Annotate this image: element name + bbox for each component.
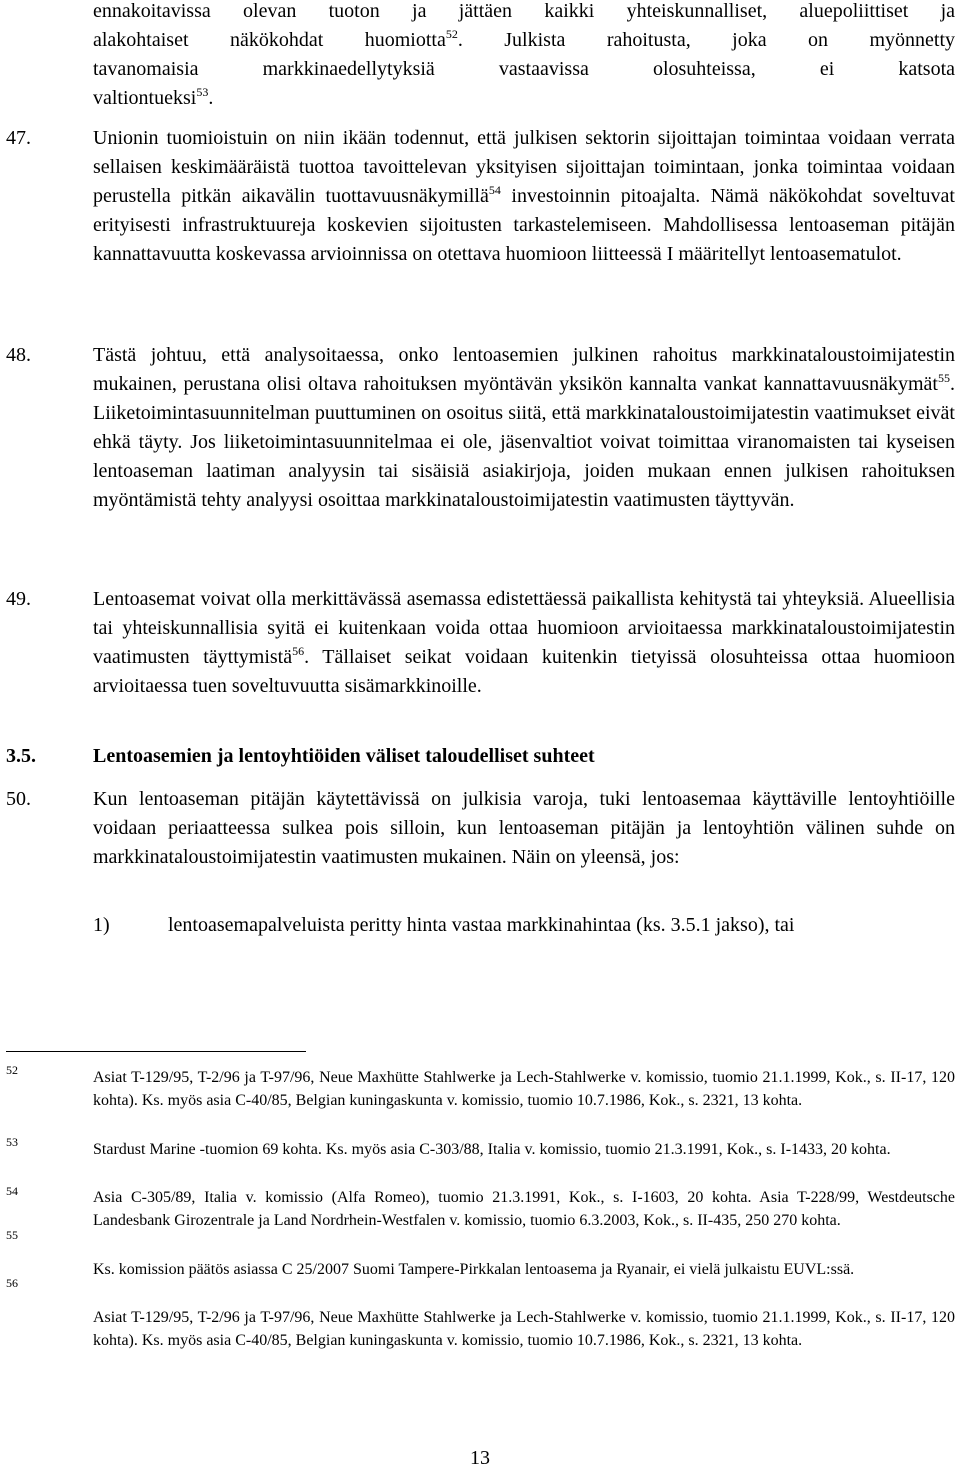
footnote-ref-56[interactable]: 56 — [292, 644, 305, 658]
intro-line-2: alakohtaiset näkökohdat huomiotta$^{52}$. Julkista rahoitusta, joka on myönnetty — [93, 27, 955, 51]
page-number: 13 — [470, 1447, 490, 1469]
footnote-55: Ks. komission päätös asiassa C 25/2007 Suomi Tampere-Pirkkalan lentoasema ja Ryanair, ei vielä julkaistu EUVL:ssä. — [93, 1261, 855, 1278]
paragraph-47: Unionin tuomioistuin on niin ikään todennut, että julkisen sektorin sijoittajan toimintaa voidaan verrata sellaisen keskimääräistä tuottoa tavoittelevan yksityisen sijoittajan toimintaan, jonka toimintaa voidaan perustella pitkän aikavälin tuottavuusnäkymillä$^{54}$ investoinnin pitoajalta. Nämä näkökohdat soveltuvat erityisesti infrastruktuureja koskevien sijoitusten tarkastelemiseen. Mahdollisessa lentoaseman pitäjän kannattavuutta koskevassa arvioinnissa on otettava huomioon liitteessä I määritellyt lentoasematulot. — [93, 127, 955, 265]
footnote-number: 52 — [6, 1063, 18, 1077]
footnote-number: 56 — [6, 1276, 18, 1290]
intro-line-1: ennakoitavissa olevan tuoton ja jättäen kaikki yhteiskunnalliset, aluepoliittiset ja — [93, 0, 955, 22]
list-item-text: lentoasemapalveluista peritty hinta vastaa markkinahintaa (ks. 3.5.1 jakso), tai — [168, 914, 795, 936]
footnote-54: Asia C-305/89, Italia v. komissio (Alfa Romeo), tuomio 21.3.1991, Kok., s. I-1603, 20 kohta. Asia T-228/99, Westdeutsche Landesbank Girozentrale ja Land Nordrhein-Westfalen v. komissio, tuomio 6.3.2003, Kok., s. II-435, 250 270 kohta. — [93, 1189, 955, 1229]
intro-line-4: valtiontueksi$^{53}$. — [93, 85, 214, 109]
paragraph-number-50: 50. — [6, 788, 31, 810]
footnote-separator — [6, 1051, 306, 1052]
footnote-53: Stardust Marine -tuomion 69 kohta. Ks. myös asia C-303/88, Italia v. komissio, tuomio 21.3.1991, Kok., s. I-1433, 20 kohta. — [93, 1141, 891, 1158]
intro-line-3: tavanomaisia markkinaedellytyksiä vastaavissa olosuhteissa, ei katsota — [93, 58, 955, 80]
footnote-number: 54 — [6, 1184, 18, 1198]
paragraph-number-49: 49. — [6, 588, 31, 610]
footnote-number: 55 — [6, 1228, 18, 1242]
section-heading: Lentoasemien ja lentoyhtiöiden väliset taloudelliset suhteet — [93, 745, 595, 767]
section-number: 3.5. — [6, 745, 36, 767]
footnote-56: Asiat T-129/95, T-2/96 ja T-97/96, Neue Maxhütte Stahlwerke ja Lech-Stahlwerke v. komissio, tuomio 21.1.1999, Kok., s. II-17, 120 kohta). Ks. myös asia C-40/85, Belgian kuningaskunta v. komissio, tuomio 10.7.1986, Kok., s. 2321, 13 kohta. — [93, 1309, 955, 1349]
list-item-marker: 1) — [93, 914, 110, 936]
paragraph-number-48: 48. — [6, 344, 31, 366]
footnote-ref-55[interactable]: 55 — [938, 371, 950, 385]
paragraph-48: Tästä johtuu, että analysoitaessa, onko lentoasemien julkinen rahoitus markkinataloustoimijatestin mukainen, perustana olisi oltava rahoituksen myöntävän yksikön kannalta vankat kannattavuusnäkymät$^{55}$. Liiketoimintasuunnitelman puuttuminen on osoitus siitä, että markkinataloustoimijatestin vaatimukset eivät ehkä täyty. Jos liiketoimintasuunnitelmaa ei ole, jäsenvaltiot voivat toimittaa viranomaisten tai kyseisen lentoaseman laatiman analyysin tai sisäisiä asiakirjoja, joiden mukaan ennen julkisen rahoituksen myöntämistä tehty analyysi osoittaa markkinataloustoimijatestin vaatimusten täyttyvän. — [93, 344, 955, 511]
footnote-52: Asiat T-129/95, T-2/96 ja T-97/96, Neue Maxhütte Stahlwerke ja Lech-Stahlwerke v. komissio, tuomio 21.1.1999, Kok., s. II-17, 120 kohta). Ks. myös asia C-40/85, Belgian kuningaskunta v. komissio, tuomio 10.7.1986, Kok., s. 2321, 13 kohta. — [93, 1069, 955, 1109]
footnote-ref-52[interactable]: 52 — [445, 27, 458, 41]
paragraph-49: Lentoasemat voivat olla merkittävässä asemassa edistettäessä paikallista kehitystä tai yhteyksiä. Alueellisia tai yhteiskunnallisia syitä ei kuitenkaan voida ottaa huomioon arvioitaessa markkinataloustoimijatestin vaatimusten täyttymistä$^{56}$. Tällaiset seikat voidaan kuitenkin tietyissä olosuhteissa ottaa huomioon arvioitaessa tuen soveltuvuutta sisämarkkinoille. — [93, 588, 955, 697]
footnote-number: 53 — [6, 1135, 18, 1149]
footnote-ref-53[interactable]: 53 — [196, 85, 209, 99]
paragraph-number-47: 47. — [6, 127, 31, 149]
footnote-ref-54[interactable]: 54 — [488, 183, 501, 197]
paragraph-50: Kun lentoaseman pitäjän käytettävissä on julkisia varoja, tuki lentoasemaa käyttäville lentoyhtiöille voidaan periaatteessa sulkea pois silloin, kun lentoaseman pitäjän ja lentoyhtiön välinen suhde on markkinataloustoimijatestin vaatimusten mukainen. Näin on yleensä, jos: — [93, 788, 955, 868]
